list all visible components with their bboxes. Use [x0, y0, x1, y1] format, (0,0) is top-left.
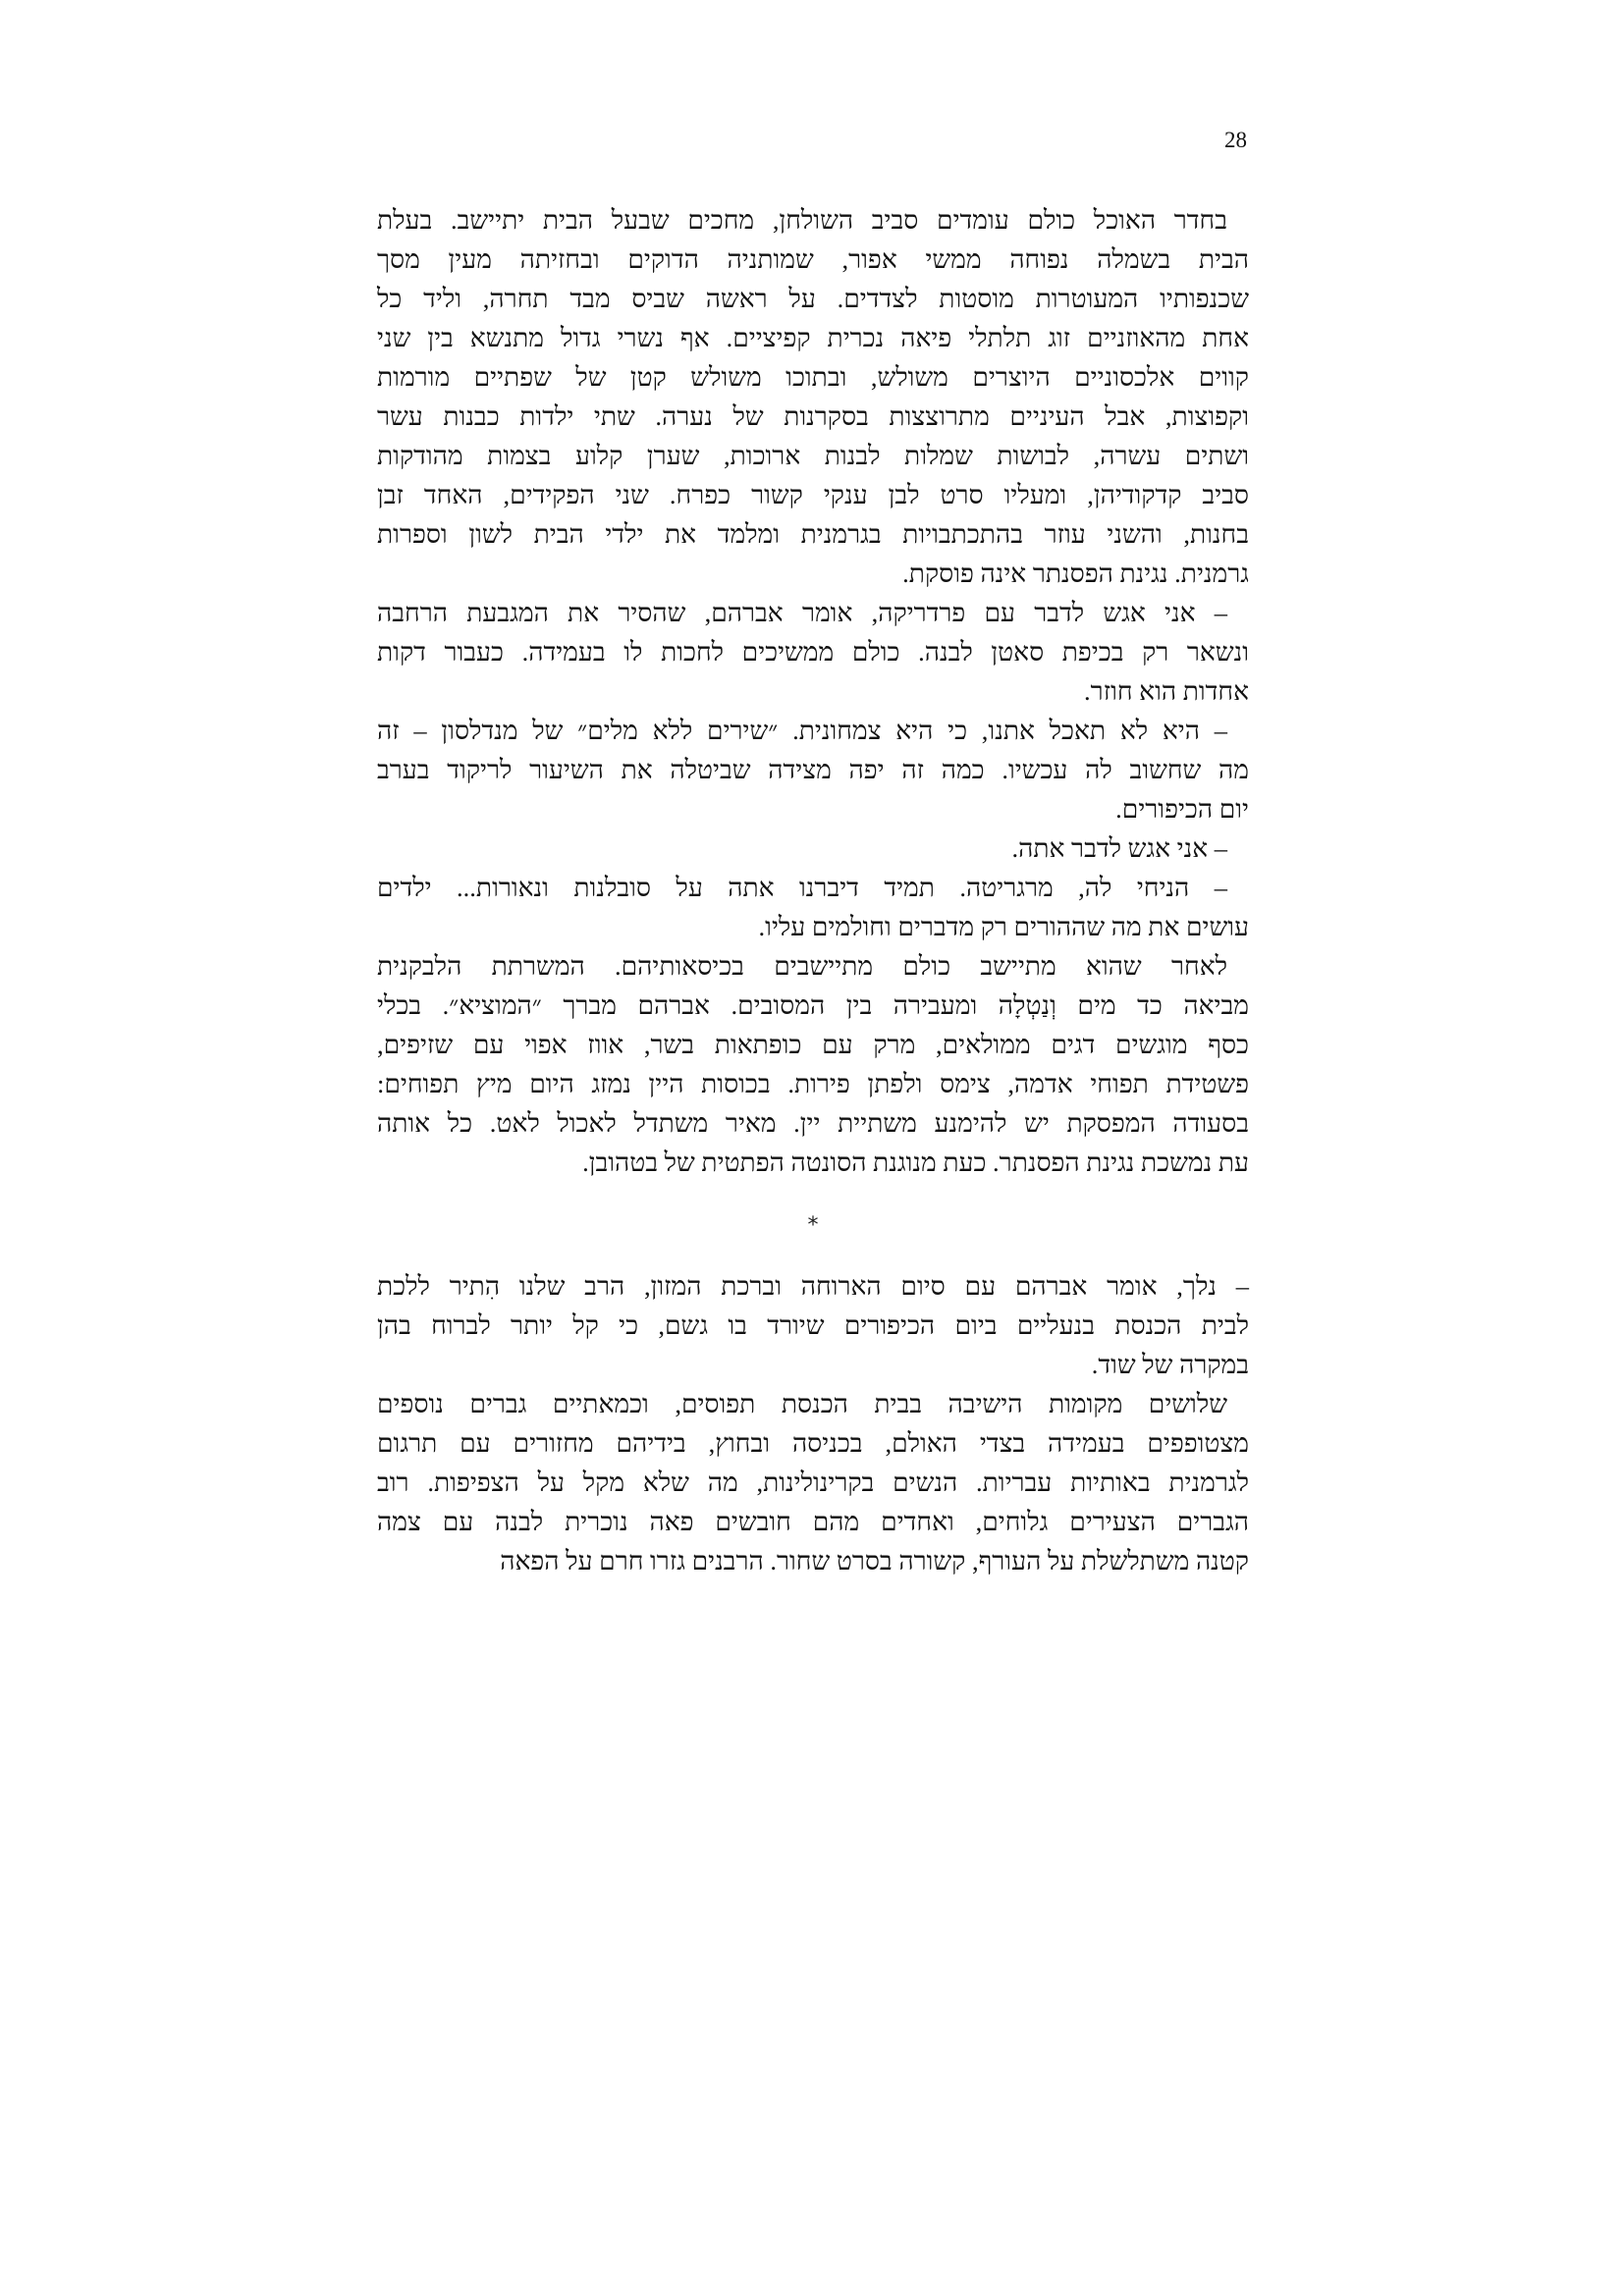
text-line: שלושים מקומות הישיבה בבית הכנסת תפוסים, וכמאתיים גברים נוספים	[377, 1389, 1227, 1418]
text-line: בחנות, והשני עוזר בהתכתבויות בגרמנית ומלמד את ילדי הבית לשון וספרות	[377, 519, 1249, 549]
text-line: במקרה של שוד.	[1091, 1350, 1249, 1379]
text-line: לאחר שהוא מתיישב כולם מתיישבים בכיסאותיהם. המשרתת הלבקנית	[377, 951, 1227, 981]
text-line: סביב קדקודיהן, ומעליו סרט לבן ענקי קשור כפרח. שני הפקידים, האחד זבן	[377, 480, 1249, 509]
text-line: מצטופפים בעמידה בצדי האולם, בכניסה ובחוץ, בידיהם מחזורים עם תרגום	[377, 1428, 1249, 1458]
text-line: – אני אגש לדבר עם פרדריקה, אומר אברהם, שהסיר את המגבעת הרחבה	[377, 598, 1227, 627]
text-line: – הניחי לה, מרגריטה. תמיד דיברנו אתה על סובלנות ונאורות... ילדים	[377, 873, 1227, 902]
text-line: ושתים עשרה, לבושות שמלות לבנות ארוכות, שערן קלוע בצמות מהודקות	[377, 441, 1249, 470]
text-line: עת נמשכת נגינת הפסנתר. כעת מנוגנת הסונטה הפתטית של בטהובן.	[582, 1148, 1249, 1177]
text-line: – אני אגש לדבר אתה.	[1011, 833, 1227, 863]
paragraph	[377, 1384, 1249, 1580]
paragraph	[377, 711, 1249, 828]
text-line: כסף מוגשים דגים ממולאים, מרק עם כופתאות בשר, אווז אפוי עם שזיפים,	[377, 1030, 1249, 1059]
document-body	[377, 200, 1249, 1580]
text-line: – היא לא תאכל אתנו, כי היא צמחונית. ״שירים ללא מלים״ של מנדלסון – זה	[377, 716, 1227, 745]
text-line: פשטידת תפוחי אדמה, צימס ולפתן פירות. בכוסות היין נמזג היום מיץ תפוחים:	[377, 1069, 1249, 1098]
paragraph	[377, 946, 1249, 1182]
text-line: אחדות הוא חוזר.	[1084, 676, 1249, 706]
text-line: ונשאר רק בכיפת סאטן לבנה. כולם ממשיכים לחכות לו בעמידה. כעבור דקות	[377, 637, 1249, 667]
text-line: גרמנית. נגינת הפסנתר אינה פוסקת.	[902, 559, 1249, 588]
paragraph	[377, 828, 1249, 868]
text-line: מה שחשוב לה עכשיו. כמה זה יפה מצידה שביטלה את השיעור לריקוד בערב	[377, 755, 1249, 784]
text-line: הבית בשמלה נפוחה ממשי אפור, שמותניה הדוקים ובחזיתה מעין מסך	[377, 244, 1249, 274]
text-line: אחת מהאוזניים זוג תלתלי פיאה נכרית קפיציים. אף נשרי גדול מתנשא בין שני	[377, 323, 1249, 352]
text-line: הגברים הצעירים גלוחים, ואחדים מהם חובשים פאה נוכרית לבנה עם צמה	[377, 1507, 1249, 1536]
text-line: עושים את מה שההורים רק מדברים וחולמים עליו.	[758, 912, 1249, 941]
paragraph	[377, 593, 1249, 711]
text-line: לבית הכנסת בנעליים ביום הכיפורים שיורד בו גשם, כי קל יותר לברוח בהן	[377, 1310, 1249, 1340]
text-line: לגרמנית באותיות עבריות. הנשים בקרינולינות, מה שלא מקל על הצפיפות. רוב	[377, 1468, 1249, 1497]
text-line: וקפוצות, אבל העיניים מתרוצצות בסקרנות של נערה. שתי ילדות כבנות עשר	[377, 401, 1249, 431]
text-line: קווים אלכסוניים היוצרים משולש, ובתוכו משולש קטן של שפתיים מורמות	[377, 362, 1249, 392]
text-line: יום הכיפורים.	[1115, 794, 1249, 824]
text-line: מביאה כד מים וְנַטְלָה ומעבירה בין המסובים. אברהם מברך ״המוציא״. בכלי	[377, 990, 1249, 1020]
text-section-before-separator	[377, 200, 1249, 1182]
paragraph	[377, 200, 1249, 593]
text-line: קטנה משתלשלת על העורף, קשורה בסרט שחור. הרבנים גזרו חרם על הפאה	[500, 1546, 1249, 1575]
page-number: 28	[1224, 128, 1247, 152]
text-section-after-separator	[377, 1266, 1249, 1580]
text-line: שכנפותיו המעוטרות מוסטות לצדדים. על ראשה שביס מבד תחרה, וליד כל	[377, 284, 1249, 313]
paragraph	[377, 1266, 1249, 1384]
section-separator-asterisk: *	[807, 1213, 819, 1238]
paragraph	[377, 868, 1249, 946]
text-line: בסעודה המפסקת יש להימנע משתיית יין. מאיר משתדל לאכול לאט. כל אותה	[377, 1108, 1249, 1138]
text-line: בחדר האוכל כולם עומדים סביב השולחן, מחכים שבעל הבית יתיישב. בעלת	[377, 205, 1227, 235]
text-line: – נלך, אומר אברהם עם סיום הארוחה וברכת המזון, הרב שלנו הִתיר ללכת	[377, 1271, 1249, 1301]
